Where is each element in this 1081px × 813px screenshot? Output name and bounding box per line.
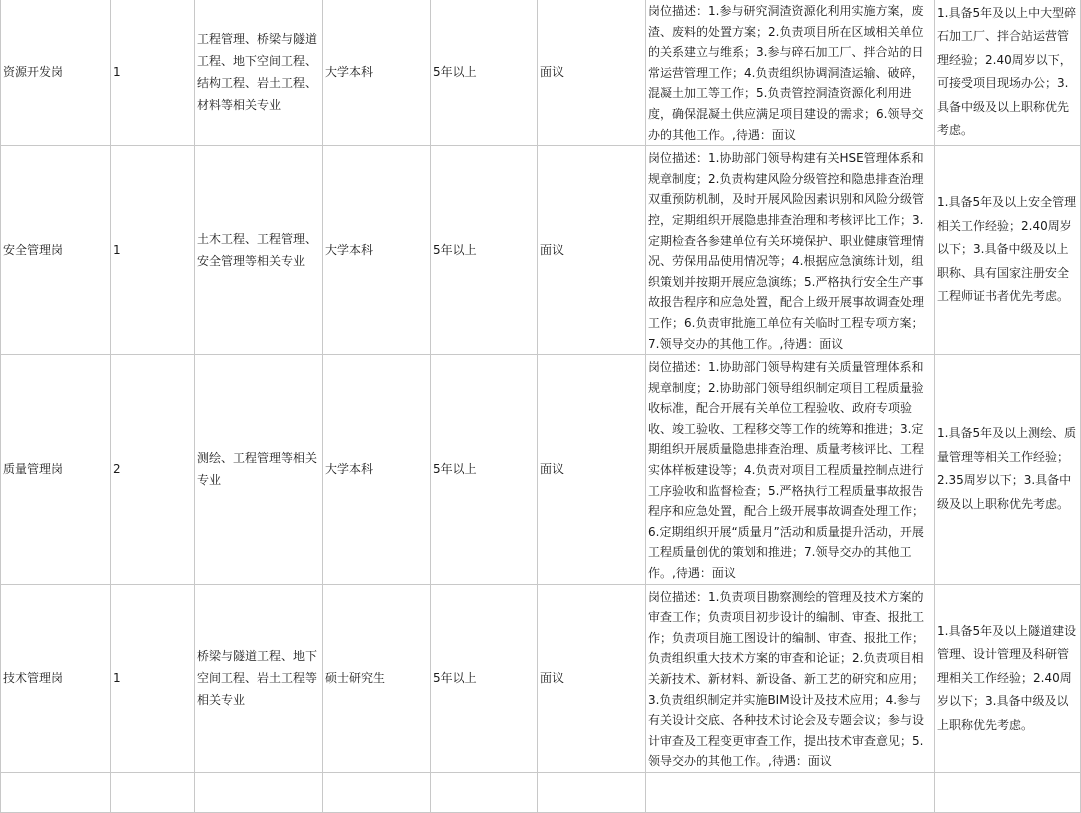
education-cell: 硕士研究生 xyxy=(323,584,431,772)
count-cell: 1 xyxy=(111,146,195,355)
major-cell: 桥梁与隧道工程、地下空间工程、岩土工程等相关专业 xyxy=(195,584,323,772)
education-cell: 大学本科 xyxy=(323,0,431,146)
empty-cell xyxy=(323,772,431,812)
experience-cell: 5年以上 xyxy=(431,584,538,772)
count-cell: 2 xyxy=(111,355,195,585)
requirements-cell: 1.具备5年及以上测绘、质量管理等相关工作经验；2.35周岁以下；3.具备中级及以上职称优先考虑。 xyxy=(935,355,1081,585)
count-cell: 1 xyxy=(111,0,195,146)
education-cell: 大学本科 xyxy=(323,355,431,585)
table-row xyxy=(1,355,1081,585)
description-cell: 岗位描述：1.协助部门领导构建有关质量管理体系和规章制度；2.协助部门领导组织制定项目工程质量验收标准，配合开展有关单位工程验收、政府专项验收、竣工验收、工程移交等工作的统筹和推进；3.定期组织开展质量隐患排查治理、质量考核评比、工程实体样板建设等；4.负责对项目工程质量控制点进行工序验收和监督检查；5.严格执行工程质量事故报告程序和应急处置，配合上级开展事故调查处理工作；6.定期组织开展“质量月”活动和质量提升活动，开展工程质量创优的策划和推进；7.领导交办的其他工作。,待遇：面议 xyxy=(646,355,935,585)
table-row xyxy=(1,584,1081,772)
experience-cell: 5年以上 xyxy=(431,146,538,355)
table-row xyxy=(1,146,1081,355)
education-cell: 大学本科 xyxy=(323,146,431,355)
position-cell: 质量管理岗 xyxy=(1,355,111,585)
description-cell: 岗位描述：1.参与研究洞渣资源化利用实施方案，废渣、废料的处置方案；2.负责项目所在区域相关单位的关系建立与维系；3.参与碎石加工厂、拌合站的日常运营管理工作；4.负责组织协调洞渣运输、破碎，混凝土加工等工作；5.负责管控洞渣资源化利用进度，确保混凝土供应满足项目建设的需求；6.领导交办的其他工作。,待遇：面议 xyxy=(646,0,935,146)
salary-cell: 面议 xyxy=(538,355,646,585)
position-cell: 资源开发岗 xyxy=(1,0,111,146)
description-cell: 岗位描述：1.负责项目勘察测绘的管理及技术方案的审查工作；负责项目初步设计的编制、审查、报批工作；负责项目施工图设计的编制、审查、报批工作；负责组织重大技术方案的审查和论证；2.负责项目相关新技术、新材料、新设备、新工艺的研究和应用；3.负责组织制定并实施BIM设计及技术应用；4.参与有关设计交底、各种技术讨论会及专题会议；参与设计审查及工程变更审查工作，提出技术审查意见；5.领导交办的其他工作。,待遇：面议 xyxy=(646,584,935,772)
position-cell: 安全管理岗 xyxy=(1,146,111,355)
count-cell: 1 xyxy=(111,584,195,772)
major-cell: 土木工程、工程管理、安全管理等相关专业 xyxy=(195,146,323,355)
empty-cell xyxy=(935,772,1081,812)
salary-cell: 面议 xyxy=(538,146,646,355)
table-row xyxy=(1,772,1081,812)
requirements-cell: 1.具备5年及以上中大型碎石加工厂、拌合站运营管理经验；2.40周岁以下，可接受项目现场办公；3.具备中级及以上职称优先考虑。 xyxy=(935,0,1081,146)
position-cell: 技术管理岗 xyxy=(1,584,111,772)
empty-cell xyxy=(538,772,646,812)
empty-cell xyxy=(646,772,935,812)
requirements-cell: 1.具备5年及以上安全管理相关工作经验；2.40周岁以下；3.具备中级及以上职称、具有国家注册安全工程师证书者优先考虑。 xyxy=(935,146,1081,355)
description-cell: 岗位描述：1.协助部门领导构建有关HSE管理体系和规章制度；2.负责构建风险分级管控和隐患排查治理双重预防机制，及时开展风险因素识别和风险分级管控，定期组织开展隐患排查治理和考核评比工作；3.定期检查各参建单位有关环境保护、职业健康管理情况、劳保用品使用情况等；4.根据应急演练计划，组织策划并按期开展应急演练；5.严格执行安全生产事故报告程序和应急处置，配合上级开展事故调查处理工作；6.负责审批施工单位有关临时工程专项方案；7.领导交办的其他工作。,待遇：面议 xyxy=(646,146,935,355)
empty-cell xyxy=(431,772,538,812)
experience-cell: 5年以上 xyxy=(431,0,538,146)
table-row xyxy=(1,0,1081,146)
major-cell: 工程管理、桥梁与隧道工程、地下空间工程、结构工程、岩土工程、材料等相关专业 xyxy=(195,0,323,146)
major-cell: 测绘、工程管理等相关专业 xyxy=(195,355,323,585)
salary-cell: 面议 xyxy=(538,0,646,146)
salary-cell: 面议 xyxy=(538,584,646,772)
requirements-cell: 1.具备5年及以上隧道建设管理、设计管理及科研管理相关工作经验；2.40周岁以下；3.具备中级及以上职称优先考虑。 xyxy=(935,584,1081,772)
experience-cell: 5年以上 xyxy=(431,355,538,585)
empty-cell xyxy=(195,772,323,812)
empty-cell xyxy=(111,772,195,812)
empty-cell xyxy=(1,772,111,812)
